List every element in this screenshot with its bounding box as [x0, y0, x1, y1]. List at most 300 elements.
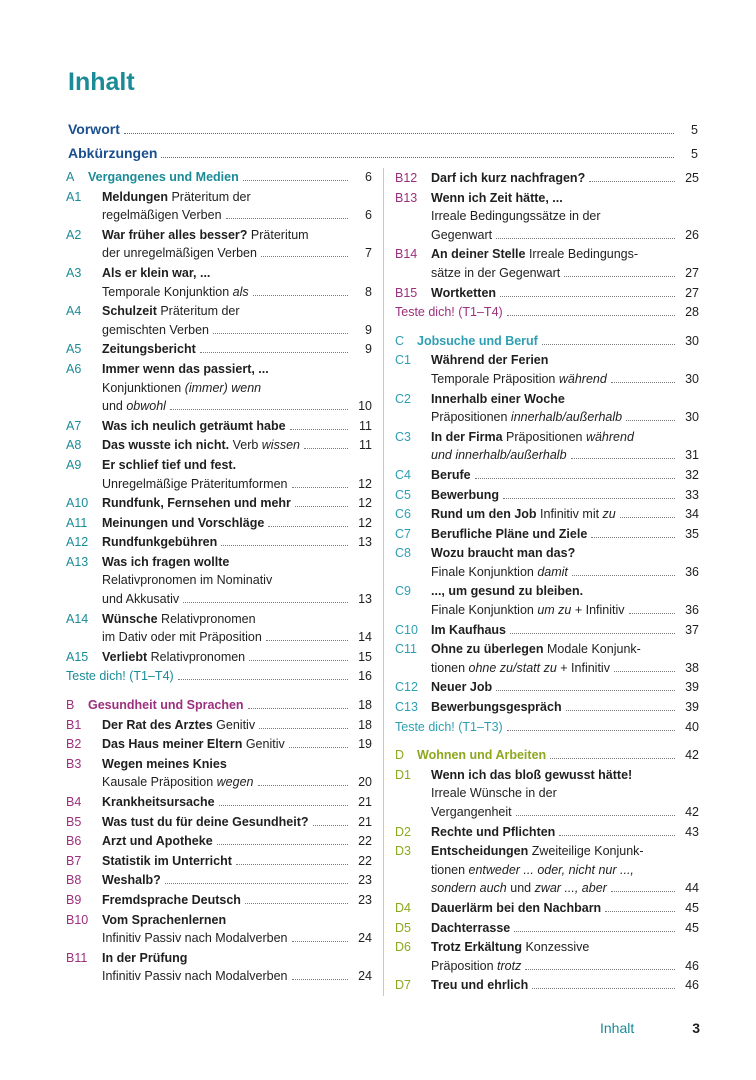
toc-entry[interactable]	[395, 525, 699, 544]
section-title: Wohnen und Arbeiten	[417, 748, 547, 763]
entry-line	[431, 284, 679, 303]
leader-dots	[248, 708, 348, 709]
toc-entry[interactable]	[66, 226, 372, 263]
toc-entry[interactable]	[395, 976, 699, 995]
toc-entry[interactable]	[395, 899, 699, 918]
section-title-wrap	[417, 746, 679, 765]
entry-subtitle: Präpositionen	[506, 429, 586, 444]
page-number: 22	[358, 853, 372, 868]
toc-entry[interactable]	[66, 648, 372, 667]
entry-line	[431, 245, 679, 264]
entry-line	[102, 911, 352, 930]
entry-text	[102, 735, 352, 754]
entry-text	[431, 245, 679, 282]
leader-dots	[626, 420, 675, 421]
page-number: 46	[685, 978, 699, 993]
entry-text	[102, 264, 352, 301]
entry-text	[102, 436, 352, 455]
section-spacer	[66, 686, 372, 696]
entry-subtitle: innerhalb/außerhalb	[510, 410, 623, 425]
entry-line	[431, 621, 679, 640]
entry-code: B14	[395, 247, 418, 262]
toc-entry[interactable]	[66, 735, 372, 754]
entry-title: Krankheitsursache	[102, 795, 215, 809]
entry-title: Arzt und Apotheke	[102, 834, 213, 849]
entry-line-text	[431, 169, 585, 188]
entry-code: B12	[395, 171, 418, 185]
entry-code: C9	[395, 584, 411, 599]
entry-subtitle: Infinitiv Passiv nach Modalverben	[102, 931, 288, 946]
entry-line	[102, 628, 352, 647]
teste-dich-entry[interactable]	[395, 303, 699, 322]
entry-title: An deiner Stelle	[431, 247, 529, 262]
toc-entry[interactable]	[66, 188, 372, 225]
leader-dots	[496, 238, 675, 239]
toc-entry[interactable]	[66, 360, 372, 416]
entry-title: Rechte und Pflichten	[431, 824, 556, 839]
section-heading[interactable]	[395, 746, 699, 765]
toc-entry-label: Abkürzungen	[68, 145, 158, 161]
entry-line	[102, 283, 352, 302]
entry-line	[102, 226, 352, 245]
leader-dots	[261, 256, 348, 257]
page-number: 26	[685, 227, 699, 242]
entry-line	[102, 929, 352, 948]
toc-entry[interactable]	[395, 823, 699, 842]
entry-code: A14	[66, 611, 89, 626]
toc-section	[395, 169, 699, 332]
entry-code: D1	[395, 767, 411, 782]
entry-line-text	[431, 284, 496, 303]
entry-code: A2	[66, 227, 82, 242]
leader-dots	[507, 315, 675, 316]
toc-entry[interactable]	[66, 949, 372, 986]
toc-entry[interactable]	[66, 417, 372, 436]
page-number: 24	[358, 969, 372, 984]
entry-line-text	[102, 648, 245, 667]
entry-subtitle: Vergangenheit	[431, 805, 512, 819]
entry-text	[431, 640, 679, 677]
toc-entry[interactable]	[66, 813, 372, 832]
entry-code: C13	[395, 700, 418, 715]
entry-text	[431, 284, 679, 303]
page-number: 35	[685, 526, 699, 541]
teste-dich-label: Teste dich! (T1–T4)	[395, 305, 503, 320]
entry-line	[431, 189, 679, 208]
entry-line	[431, 428, 679, 447]
entry-subtitle: Präposition	[431, 958, 498, 973]
page-number: 30	[685, 333, 699, 348]
entry-title: Ohne zu überlegen	[431, 642, 547, 657]
entry-subtitle: Irreale Bedingungssätze in der	[431, 209, 601, 224]
entry-code: B13	[395, 190, 418, 205]
entry-text	[431, 698, 679, 717]
entry-line-text	[102, 302, 240, 321]
entry-line-text	[102, 283, 249, 302]
leader-dots	[290, 429, 348, 430]
leader-dots	[266, 640, 348, 641]
page-number: 11	[359, 418, 372, 433]
entry-code: B5	[66, 814, 82, 829]
toc-entry[interactable]	[66, 456, 372, 493]
entry-title: Rundfunk, Fernsehen und mehr	[102, 496, 291, 511]
entry-line	[102, 321, 352, 340]
entry-line-text	[102, 321, 209, 340]
entry-subtitle: Gegenwart	[431, 227, 493, 242]
toc-entry[interactable]	[395, 938, 699, 975]
entry-text	[102, 340, 352, 359]
entry-line	[431, 446, 679, 465]
leader-dots	[170, 409, 348, 410]
entry-subtitle: im Dativ oder mit Präposition	[102, 630, 262, 645]
page-number: 44	[685, 881, 699, 896]
toc-entry-label: Vorwort	[68, 121, 120, 137]
entry-line	[102, 456, 352, 475]
entry-title: Innerhalb einer Woche	[431, 391, 565, 406]
toc-entry[interactable]	[395, 189, 699, 245]
toc-entry[interactable]	[66, 553, 372, 609]
page-number: 28	[685, 305, 699, 320]
entry-subtitle: Modale Konjunk-	[547, 642, 641, 657]
entry-line-text	[431, 264, 560, 283]
entry-line	[88, 696, 352, 715]
entry-code: A3	[66, 265, 82, 280]
entry-line	[66, 667, 352, 686]
entry-line	[102, 244, 352, 263]
toc-entry[interactable]	[395, 505, 699, 524]
page-number: 24	[358, 931, 372, 946]
leader-dots	[124, 133, 674, 134]
leader-dots	[629, 613, 675, 614]
entry-title: Vom Sprachenlernen	[102, 912, 227, 927]
teste-dich-entry[interactable]	[66, 667, 372, 686]
entry-line	[431, 466, 679, 485]
entry-subtitle: Infinitiv Passiv nach Modalverben	[102, 969, 288, 984]
toc-section	[66, 168, 372, 696]
entry-text	[431, 919, 679, 938]
toc-entry[interactable]	[395, 678, 699, 697]
leader-dots	[292, 487, 349, 488]
entry-line	[417, 746, 679, 765]
entry-line	[395, 718, 679, 737]
entry-line	[102, 735, 352, 754]
entry-title: Wozu braucht man das?	[431, 546, 576, 561]
toc-entry[interactable]	[395, 919, 699, 938]
entry-title: Dauerlärm bei den Nachbarn	[431, 900, 602, 915]
section-heading[interactable]	[66, 168, 372, 187]
entry-subtitle: Verb	[232, 438, 262, 453]
entry-subtitle: als	[232, 284, 249, 299]
entry-line	[102, 852, 352, 871]
entry-line	[431, 842, 679, 861]
entry-subtitle: gemischten Verben	[102, 322, 210, 337]
entry-subtitle: tionen	[431, 862, 469, 877]
leader-dots	[236, 864, 348, 865]
entry-text	[431, 976, 679, 995]
toc-entry[interactable]	[66, 264, 372, 301]
entry-text	[102, 911, 352, 948]
toc-entry[interactable]	[66, 533, 372, 552]
toc-entry[interactable]	[66, 755, 372, 792]
section-title-wrap	[88, 696, 352, 715]
entry-line	[431, 169, 679, 188]
page-number: 40	[685, 719, 699, 734]
entry-text	[102, 494, 352, 513]
entry-line	[102, 553, 352, 572]
entry-title: ..., um gesund zu bleiben.	[431, 584, 584, 599]
entry-line	[431, 601, 679, 620]
entry-line-text	[102, 949, 187, 968]
toc-entry[interactable]	[66, 436, 372, 455]
entry-line	[431, 264, 679, 283]
entry-line-text	[102, 475, 288, 494]
leader-dots	[295, 506, 348, 507]
entry-line-text	[102, 590, 179, 609]
page-number: 42	[685, 805, 699, 819]
section-title: Jobsuche und Beruf	[417, 333, 538, 348]
leader-dots	[542, 344, 675, 345]
entry-code: B8	[66, 873, 82, 888]
entry-subtitle: Unregelmäßige Präteritumformen	[102, 476, 288, 491]
page-number: 13	[358, 535, 372, 550]
leader-dots	[532, 988, 675, 989]
entry-subtitle: Finale Konjunktion	[431, 603, 538, 618]
toc-entry[interactable]	[395, 466, 699, 485]
entry-line-text	[431, 505, 616, 524]
leader-dots	[268, 526, 348, 527]
entry-subtitle: Infinitiv mit	[540, 507, 603, 522]
leader-dots	[591, 537, 675, 538]
entry-line-text	[431, 245, 638, 264]
entry-line	[102, 206, 352, 225]
entry-text	[431, 899, 679, 918]
entry-subtitle: Finale Konjunktion	[431, 564, 538, 579]
toc-entry[interactable]	[66, 852, 372, 871]
section-heading[interactable]	[66, 696, 372, 715]
page-number: 8	[365, 284, 372, 299]
entry-subtitle: Präteritum der	[171, 189, 251, 204]
leader-dots	[292, 979, 348, 980]
entry-line	[431, 823, 679, 842]
entry-code: C6	[395, 507, 411, 522]
entry-code: D3	[395, 844, 411, 859]
leader-dots	[292, 941, 348, 942]
toc-entry[interactable]	[395, 842, 699, 898]
toc-entry[interactable]	[395, 284, 699, 303]
entry-line	[88, 168, 352, 187]
toc-entry[interactable]	[66, 302, 372, 339]
section-letter: A	[66, 170, 75, 184]
entry-line-text	[431, 370, 607, 389]
page-number: 22	[358, 834, 372, 849]
entry-line-text	[431, 938, 589, 957]
page-number: 12	[358, 476, 372, 491]
page-footer	[600, 1020, 700, 1036]
entry-line-text	[102, 188, 251, 207]
leader-dots	[259, 728, 348, 729]
entry-code: C7	[395, 526, 411, 541]
page-number: 32	[685, 467, 699, 482]
entry-line-text	[431, 899, 601, 918]
entry-line	[431, 408, 679, 427]
entry-line	[102, 871, 352, 890]
section-spacer	[395, 322, 699, 332]
toc-entry-vorwort[interactable]	[68, 121, 698, 140]
toc-entry[interactable]	[395, 640, 699, 677]
entry-line-text	[431, 486, 499, 505]
toc-entry[interactable]	[395, 621, 699, 640]
entry-text	[102, 813, 352, 832]
entry-line-text	[431, 698, 562, 717]
toc-entry[interactable]	[395, 351, 699, 388]
entry-subtitle: Genitiv	[245, 737, 285, 752]
leader-dots	[213, 333, 348, 334]
entry-title: Wortketten	[431, 285, 497, 300]
entry-text	[431, 544, 679, 581]
teste-dich-entry[interactable]	[395, 718, 699, 737]
entry-code: A8	[66, 438, 82, 453]
page-number: 39	[685, 700, 699, 715]
section-heading[interactable]	[395, 332, 699, 351]
page-number: 7	[365, 246, 372, 261]
entry-line-text	[102, 628, 262, 647]
toc-entry[interactable]	[395, 766, 699, 822]
page-number: 46	[685, 958, 699, 973]
entry-title: Wünsche	[102, 611, 162, 626]
entry-line	[102, 949, 352, 968]
toc-entry[interactable]	[395, 428, 699, 465]
entry-subtitle: um zu	[537, 603, 572, 618]
leader-dots	[253, 295, 348, 296]
page-number: 9	[365, 322, 372, 337]
toc-section	[395, 332, 699, 746]
entry-code: A5	[66, 342, 82, 357]
leader-dots	[611, 891, 675, 892]
footer-page-number: 3	[692, 1020, 700, 1036]
entry-code: B4	[66, 795, 82, 809]
entry-subtitle: ohne zu/statt zu	[468, 660, 557, 675]
entry-code: A6	[66, 361, 82, 376]
entry-title: Zeitungsbericht	[102, 342, 196, 357]
entry-line-text	[102, 610, 256, 629]
toc-entry[interactable]	[66, 911, 372, 948]
entry-code: A13	[66, 554, 89, 569]
entry-code: B1	[66, 717, 82, 732]
entry-title: Trotz Erkältung	[431, 940, 526, 955]
toc-entry[interactable]	[66, 871, 372, 890]
leader-dots	[566, 710, 675, 711]
entry-line	[431, 899, 679, 918]
entry-title: Weshalb?	[102, 873, 161, 888]
toc-section	[395, 746, 699, 995]
toc-entry[interactable]	[395, 245, 699, 282]
entry-text	[66, 667, 352, 686]
entry-subtitle: und	[102, 399, 127, 414]
toc-entry[interactable]	[66, 610, 372, 647]
entry-title: Das wusste ich nicht.	[102, 438, 233, 453]
entry-line-text	[102, 514, 264, 533]
leader-dots	[245, 903, 348, 904]
page-number: 25	[685, 171, 699, 185]
entry-text	[431, 678, 679, 697]
entry-text	[395, 718, 679, 737]
entry-line-text	[431, 226, 492, 245]
toc-entry[interactable]	[395, 544, 699, 581]
entry-line	[431, 370, 679, 389]
entry-code: B7	[66, 853, 82, 868]
toc-entry-abkuerzungen[interactable]	[68, 145, 698, 164]
leader-dots	[243, 180, 348, 181]
entry-line-text	[102, 716, 255, 735]
toc-entry[interactable]	[66, 340, 372, 359]
entry-subtitle: Relativpronomen im Nominativ	[102, 573, 273, 588]
entry-code: A9	[66, 457, 82, 472]
toc-entry[interactable]	[395, 169, 699, 188]
toc-entry[interactable]	[395, 486, 699, 505]
page-number: 36	[685, 564, 699, 579]
entry-text	[102, 553, 352, 609]
entry-line-text	[431, 919, 510, 938]
toc-entry[interactable]	[395, 582, 699, 619]
entry-line-text	[102, 735, 285, 754]
entry-text	[102, 417, 352, 436]
entry-line-text	[431, 803, 512, 822]
leader-dots	[572, 575, 675, 576]
entry-code: A11	[66, 515, 88, 530]
entry-subtitle: tionen	[431, 660, 469, 675]
entry-subtitle: Konzessive	[525, 940, 590, 955]
leader-dots	[304, 448, 348, 449]
toc-entry[interactable]	[66, 716, 372, 735]
entry-line	[102, 773, 352, 792]
page-number: 45	[685, 900, 699, 915]
entry-line	[431, 640, 679, 659]
entry-line	[431, 207, 679, 226]
toc-entry[interactable]	[395, 698, 699, 717]
entry-subtitle: (immer) wenn	[184, 380, 262, 395]
entry-title: Als er klein war, ...	[102, 265, 211, 280]
toc-entry[interactable]	[395, 390, 699, 427]
entry-line	[102, 967, 352, 986]
entry-line-text	[431, 582, 583, 601]
leader-dots	[564, 276, 675, 277]
entry-line-text	[431, 525, 587, 544]
entry-code: A7	[66, 418, 82, 433]
entry-text	[431, 189, 679, 245]
entry-line	[102, 514, 352, 533]
entry-line	[431, 976, 679, 995]
page-number: 30	[685, 371, 699, 386]
leader-dots	[165, 883, 348, 884]
toc-entry[interactable]	[66, 514, 372, 533]
toc-entry[interactable]	[66, 832, 372, 851]
toc-entry[interactable]	[66, 494, 372, 513]
page-number: 21	[358, 795, 372, 809]
leader-dots	[589, 181, 675, 182]
entry-line	[431, 784, 679, 803]
entry-code: D5	[395, 920, 411, 935]
entry-line	[431, 544, 679, 563]
toc-column-right	[395, 168, 699, 995]
entry-line-text	[431, 428, 634, 447]
entry-subtitle: Relativpronomen	[150, 649, 246, 664]
entry-subtitle: Temporale Konjunktion	[102, 284, 233, 299]
entry-title: Wenn ich das bloß gewusst hätte!	[431, 767, 633, 782]
entry-line-text	[431, 823, 555, 842]
toc-entry[interactable]	[66, 891, 372, 910]
teste-dich-label: Teste dich! (T1–T3)	[395, 719, 503, 734]
toc-entry[interactable]	[66, 793, 372, 812]
